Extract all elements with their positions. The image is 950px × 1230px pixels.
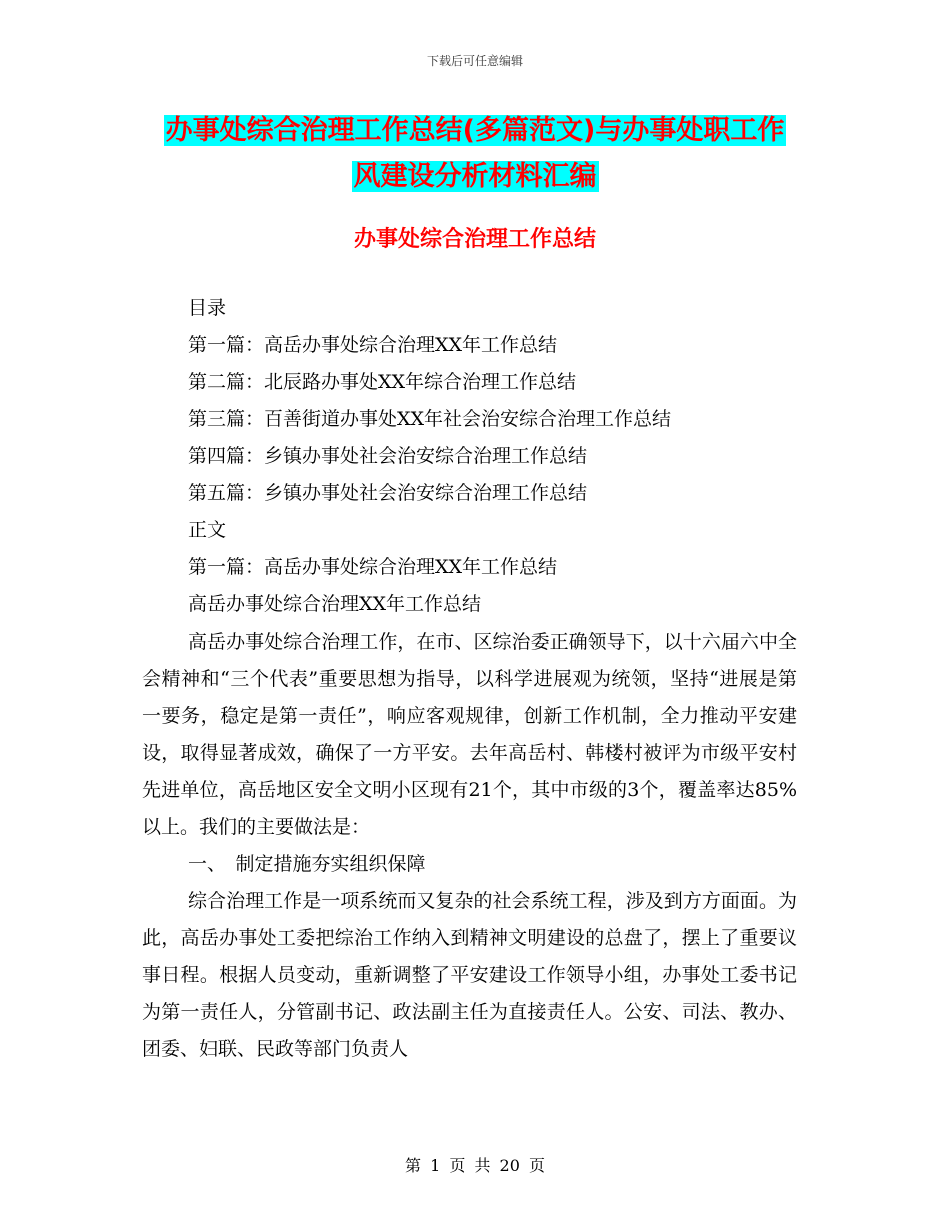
toc-label: 目录 — [188, 297, 227, 319]
toc-item: 第四篇：乡镇办事处社会治安综合治理工作总结 — [188, 445, 588, 467]
first-article-heading: 第一篇：高岳办事处综合治理XX年工作总结 — [188, 556, 558, 578]
toc-item: 第一篇：高岳办事处综合治理XX年工作总结 — [188, 334, 558, 356]
body-text — [142, 624, 797, 1068]
toc-item: 第五篇：乡镇办事处社会治安综合治理工作总结 — [188, 482, 588, 504]
toc-item: 第三篇：百善街道办事处XX年社会治安综合治理工作总结 — [188, 408, 672, 430]
document-title-line-2: 风建设分析材料汇编 — [353, 161, 597, 192]
article-title: 高岳办事处综合治理XX年工作总结 — [188, 593, 482, 615]
paragraph: 高岳办事处综合治理工作，在市、区综治委正确领导下，以十六届六中全会精神和“三个代表”重要思想为指导，以科学进展观为统领，坚持“进展是第一要务，稳定是第一责任”，响应客观规律，创新工作机制，全力推动平安建设，取得显著成效，确保了一方平安。去年高岳村、韩楼村被评为市级平安村先进单位，高岳地区安全文明小区现有21个，其中市级的3个，覆盖率达85%以上。我们的主要做法是： — [142, 631, 797, 838]
subheading: 一、 制定措施夯实组织保障 — [188, 853, 426, 875]
toc-item: 第二篇：北辰路办事处XX年综合治理工作总结 — [188, 371, 577, 393]
table-of-contents — [188, 290, 828, 623]
document-title-line-1: 办事处综合治理工作总结(多篇范文)与办事处职工作 — [165, 115, 785, 146]
page-number: 第 1 页 共 20 页 — [405, 1156, 545, 1175]
paragraph: 综合治理工作是一项系统而又复杂的社会系统工程，涉及到方方面面。为此，高岳办事处工委把综治工作纳入到精神文明建设的总盘了，摆上了重要议事日程。根据人员变动，重新调整了平安建设工作领导小组，办事处工委书记为第一责任人，分管副书记、政法副主任为直接责任人。公安、司法、教办、团委、妇联、民政等部门负责人 — [142, 890, 797, 1060]
body-label: 正文 — [188, 519, 227, 541]
section-title: 办事处综合治理工作总结 — [353, 227, 596, 252]
page-header-note: 下载后可任意编辑 — [426, 54, 523, 68]
document-title — [140, 108, 810, 200]
